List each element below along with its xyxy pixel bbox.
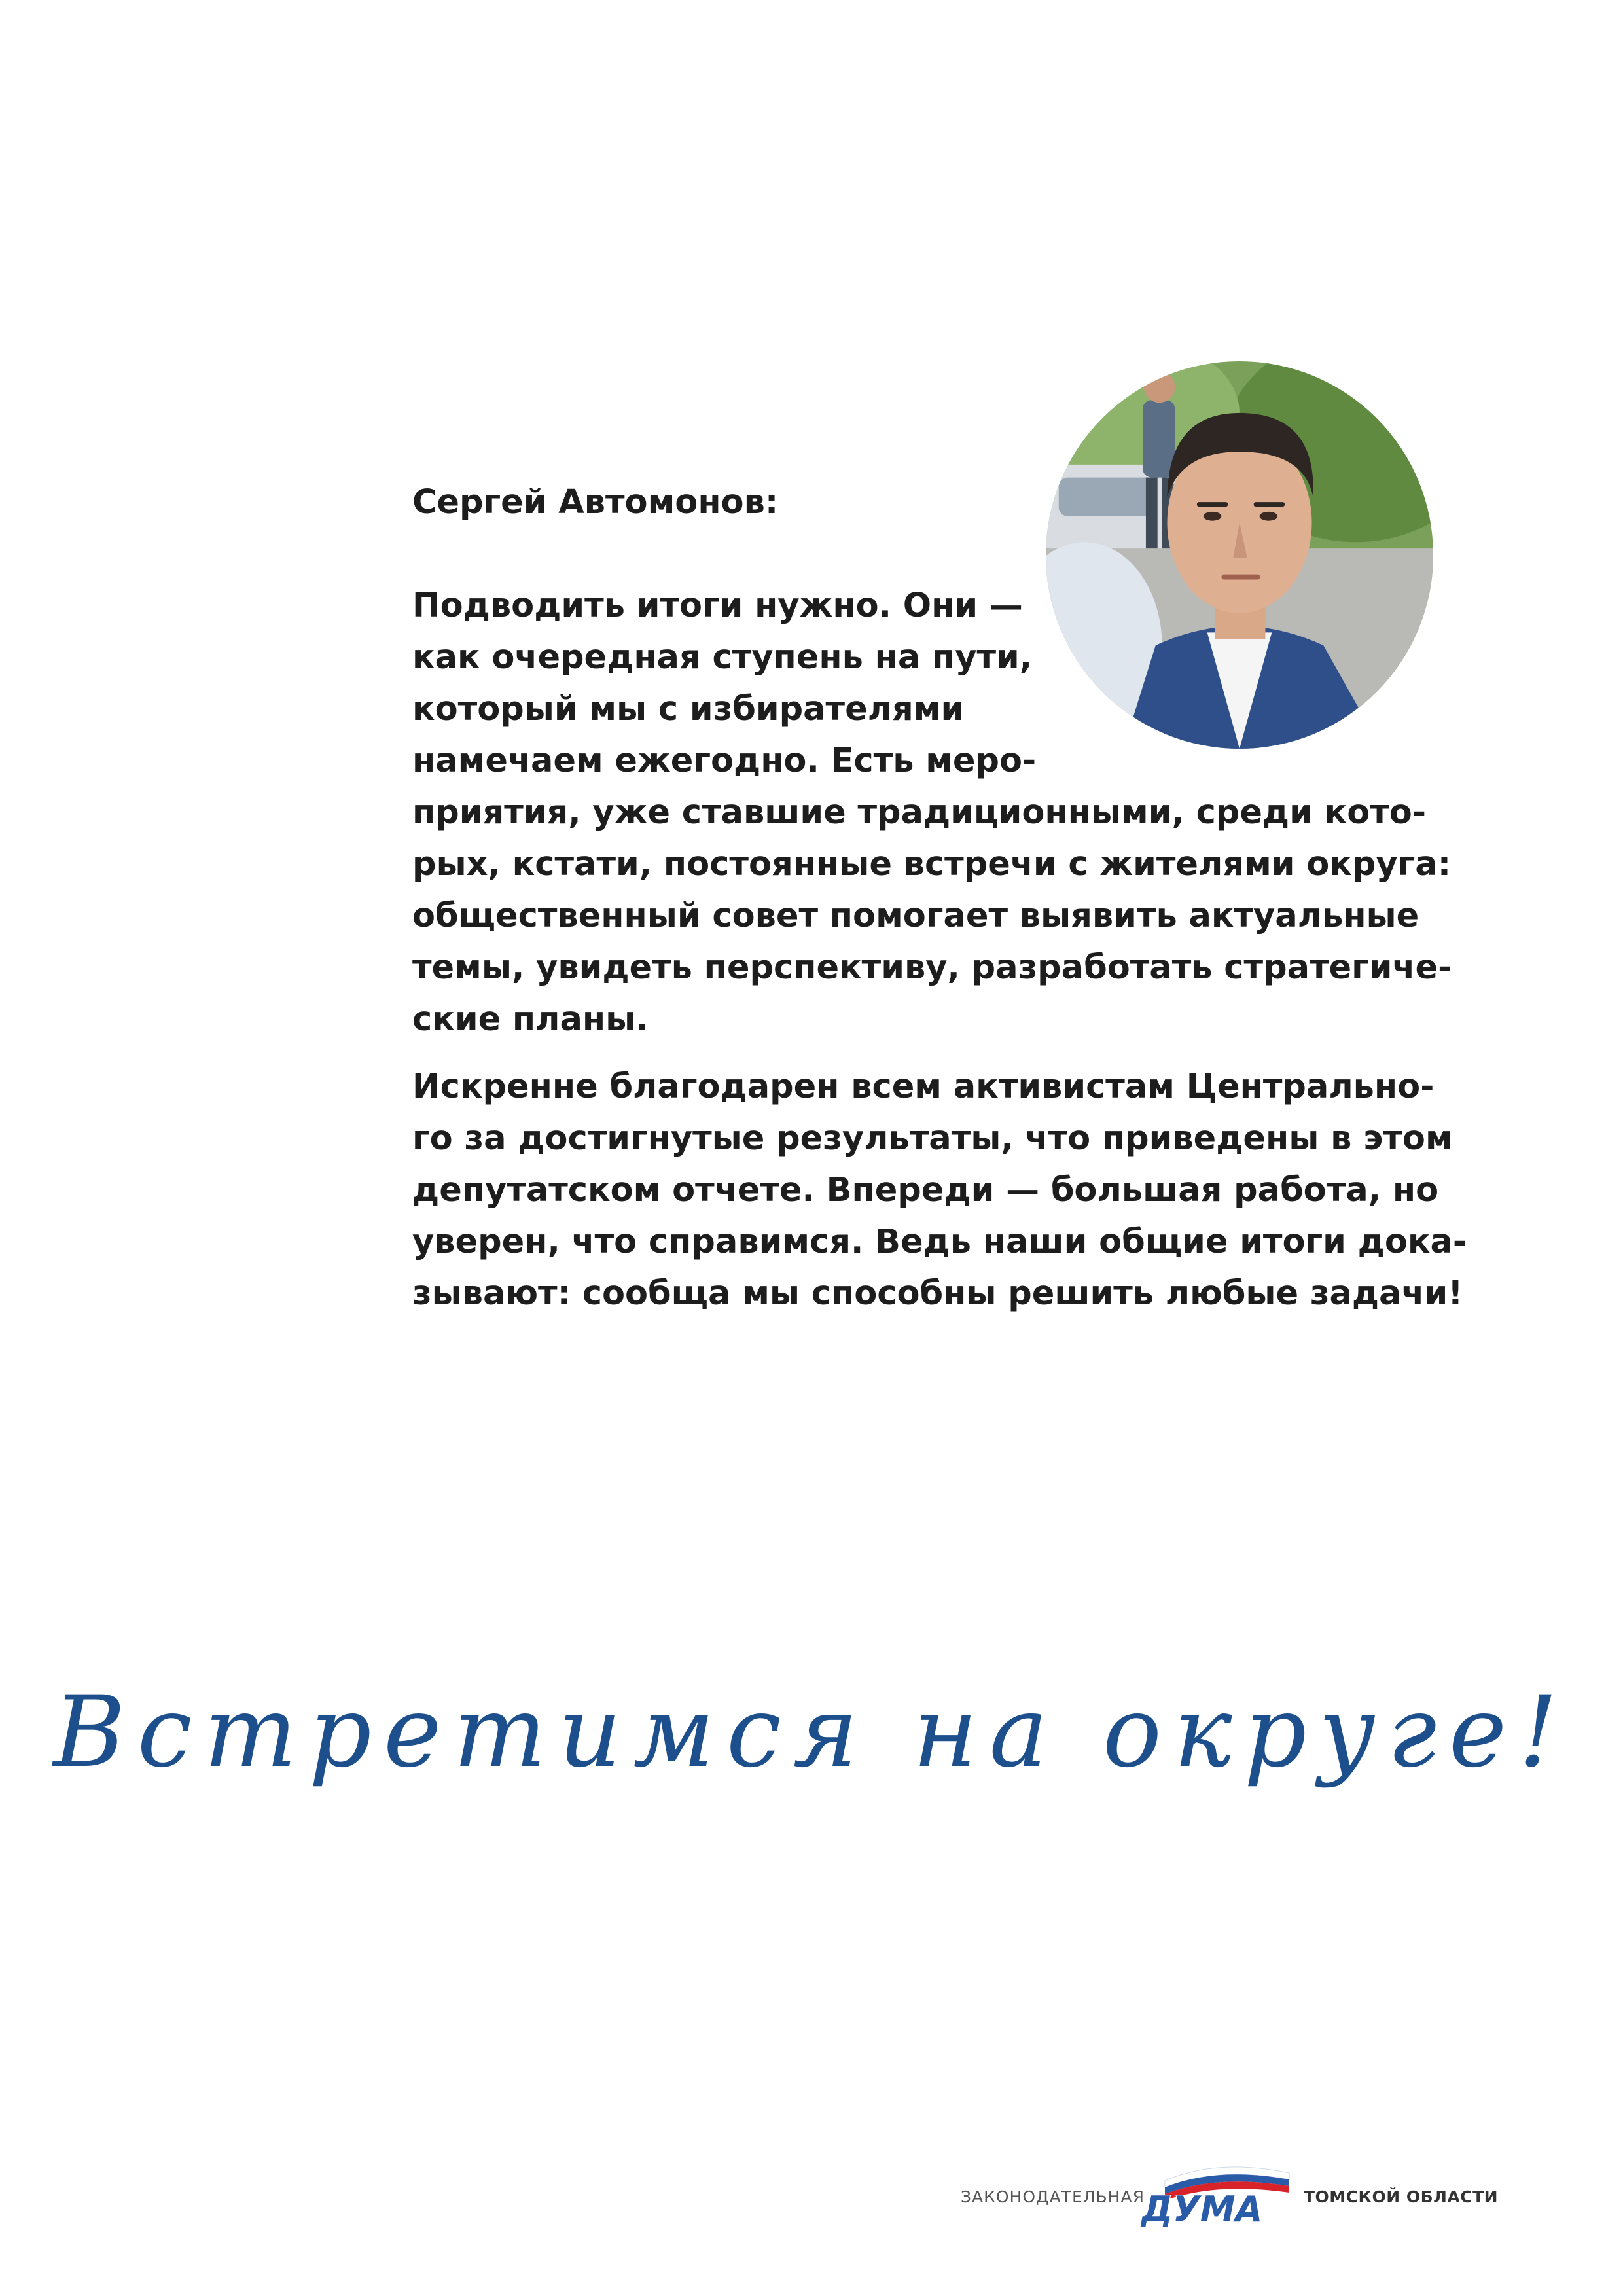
footer-right-text: ТОМСКОЙ ОБЛАСТИ: [1304, 2187, 1499, 2206]
closing-phrase: Встретимся на округе!: [53, 1676, 1570, 1789]
paragraph-2: [412, 1061, 1472, 1319]
paragraph-line: приятия, уже ставшие традиционными, среди кото-: [412, 793, 1427, 832]
quote-text-block: [412, 476, 1472, 1319]
paragraph-line: Искренне благодарен всем активистам Центрально-: [412, 1067, 1435, 1106]
paragraph-line: депутатском отчете. Впереди — большая работа, но: [412, 1171, 1439, 1210]
duma-logo-text: ДУМА: [1141, 2189, 1263, 2227]
paragraph-line: намечаем ежегодно. Есть меро-: [412, 742, 1037, 780]
paragraph-1: [412, 580, 1472, 1045]
duma-logo-icon: [1139, 2161, 1296, 2227]
footer-branding: [961, 2161, 1497, 2227]
paragraph-line: общественный совет помогает выявить актуальные: [412, 897, 1419, 935]
paragraph-line: как очередная ступень на пути,: [412, 638, 1033, 677]
author-name: Сергей Автомонов:: [412, 483, 779, 522]
paragraph-line: уверен, что справимся. Ведь наши общие итоги дока-: [412, 1223, 1467, 1261]
paragraph-line: го за достигнутые результаты, что приведены в этом: [412, 1119, 1453, 1158]
paragraph-line: Подводить итоги нужно. Они —: [412, 586, 1023, 625]
paragraph-spacer: [412, 1045, 1472, 1061]
footer-left-text: ЗАКОНОДАТЕЛЬНАЯ: [961, 2187, 1145, 2206]
paragraph-line: рых, кстати, постоянные встречи с жителями округа:: [412, 845, 1452, 884]
paragraph-line: ские планы.: [412, 1000, 649, 1039]
paragraph-line: зывают: сообща мы способны решить любые задачи!: [412, 1274, 1463, 1313]
paragraph-line: темы, увидеть перспективу, разработать стратегиче-: [412, 948, 1452, 987]
paragraph-line: который мы с избирателями: [412, 690, 965, 728]
